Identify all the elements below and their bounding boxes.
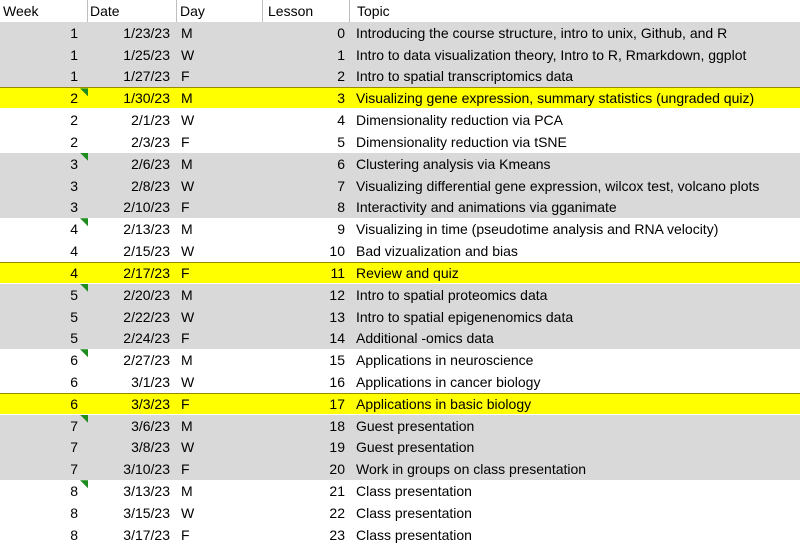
cell-day[interactable]: F (181, 526, 190, 543)
cell-topic[interactable]: Intro to spatial proteomics data (356, 286, 548, 303)
cell-lesson[interactable]: 12 (329, 286, 345, 303)
cell-lesson[interactable]: 11 (330, 264, 345, 281)
cell-week[interactable]: 8 (70, 526, 78, 543)
cell-week[interactable]: 8 (70, 504, 78, 521)
cell-date[interactable]: 2/1/23 (131, 112, 170, 129)
cell-lesson[interactable]: 2 (337, 68, 345, 85)
cell-lesson[interactable]: 3 (337, 90, 345, 107)
cell-lesson[interactable]: 20 (329, 461, 345, 478)
table-row (0, 87, 800, 109)
column-header-day[interactable]: Day (177, 0, 263, 22)
column-header-week[interactable]: Week (0, 0, 88, 22)
cell-flag-icon (80, 284, 88, 292)
cell-lesson[interactable]: 22 (329, 504, 345, 521)
cell-week[interactable]: 4 (0, 218, 88, 240)
cell-flag-icon (80, 218, 88, 226)
cell-date[interactable]: 1/25/23 (123, 46, 170, 63)
table-row (0, 131, 800, 153)
cell-date[interactable]: 1/23/23 (123, 24, 170, 41)
cell-topic[interactable]: Class presentation (356, 526, 472, 543)
cell-lesson[interactable]: 14 (329, 330, 345, 347)
cell-topic[interactable]: Guest presentation (356, 417, 475, 434)
cell-day[interactable]: M (181, 90, 193, 107)
cell-week[interactable]: 3 (70, 199, 78, 216)
cell-topic[interactable]: Interactivity and animations via gganimate (356, 199, 617, 216)
table-row (0, 524, 800, 546)
table-row (0, 437, 800, 459)
cell-week[interactable]: 6 (70, 395, 78, 412)
cell-week[interactable]: 6 (70, 373, 78, 390)
cell-topic[interactable]: Introducing the course structure, intro to unix, Github, and R (356, 24, 728, 41)
cell-week[interactable]: 2 (70, 112, 78, 129)
cell-lesson[interactable]: 9 (337, 221, 345, 238)
cell-week[interactable]: 5 (0, 284, 88, 306)
cell-day[interactable]: M (181, 221, 193, 238)
cell-day[interactable]: F (181, 264, 190, 281)
cell-day[interactable]: W (181, 243, 195, 260)
cell-day[interactable]: W (181, 308, 195, 325)
cell-week[interactable]: 5 (70, 330, 78, 347)
cell-date[interactable]: 1/27/23 (123, 68, 170, 85)
cell-lesson[interactable]: 21 (329, 483, 345, 500)
cell-lesson[interactable]: 13 (329, 308, 345, 325)
cell-day[interactable]: W (181, 177, 195, 194)
cell-lesson[interactable]: 15 (329, 352, 345, 369)
cell-date[interactable]: 2/10/23 (123, 199, 170, 216)
cell-week[interactable]: 3 (70, 177, 78, 194)
cell-date[interactable]: 3/6/23 (131, 417, 170, 434)
cell-topic[interactable]: Class presentation (356, 504, 472, 521)
cell-topic[interactable]: Dimensionality reduction via PCA (356, 112, 563, 129)
cell-topic[interactable]: Visualizing in time (pseudotime analysis and RNA velocity) (356, 221, 719, 238)
cell-week[interactable]: 1 (70, 68, 78, 85)
cell-week[interactable]: 4 (70, 243, 78, 260)
cell-flag-icon (80, 88, 88, 96)
table-row (0, 502, 800, 524)
cell-date[interactable]: 3/3/23 (131, 395, 170, 412)
cell-date[interactable]: 3/1/23 (131, 373, 170, 390)
cell-topic[interactable]: Additional -omics data (356, 330, 494, 347)
cell-day[interactable]: W (181, 46, 195, 63)
cell-day[interactable]: F (181, 199, 190, 216)
table-row (0, 218, 800, 240)
cell-topic[interactable]: Guest presentation (356, 439, 475, 456)
cell-flag-icon (80, 480, 88, 488)
cell-week[interactable]: 2 (0, 88, 88, 108)
cell-week[interactable]: 7 (0, 415, 88, 437)
cell-lesson[interactable]: 19 (329, 439, 345, 456)
table-row (0, 327, 800, 349)
cell-flag-icon (80, 349, 88, 357)
column-header-topic[interactable]: Topic (357, 2, 390, 19)
table-row (0, 415, 800, 437)
cell-date[interactable]: 1/30/23 (123, 90, 170, 107)
table-body (0, 22, 800, 546)
cell-day[interactable]: F (181, 133, 190, 150)
cell-day[interactable]: F (181, 461, 190, 478)
cell-week[interactable]: 1 (70, 46, 78, 63)
cell-day[interactable]: W (181, 112, 195, 129)
cell-day[interactable]: M (181, 286, 193, 303)
cell-date[interactable]: 2/13/23 (123, 221, 170, 238)
table-row (0, 458, 800, 480)
column-header-lesson[interactable]: Lesson (263, 0, 350, 22)
cell-topic[interactable]: Class presentation (356, 483, 472, 500)
table-row (0, 262, 800, 284)
cell-lesson[interactable]: 6 (337, 155, 345, 172)
cell-lesson[interactable]: 8 (337, 199, 345, 216)
cell-date[interactable]: 2/15/23 (123, 243, 170, 260)
cell-date[interactable]: 3/17/23 (123, 526, 170, 543)
cell-lesson[interactable]: 23 (329, 526, 345, 543)
cell-lesson[interactable]: 1 (337, 46, 345, 63)
table-row (0, 284, 800, 306)
column-header-date[interactable]: Date (88, 0, 177, 22)
cell-lesson[interactable]: 10 (329, 243, 345, 260)
table-row (0, 175, 800, 197)
cell-topic[interactable]: Applications in basic biology (356, 395, 532, 412)
cell-date[interactable]: 2/22/23 (123, 308, 170, 325)
table-row (0, 44, 800, 66)
cell-date[interactable]: 2/27/23 (123, 352, 170, 369)
table-row (0, 153, 800, 175)
cell-day[interactable]: F (181, 395, 190, 412)
cell-week[interactable]: 2 (70, 133, 78, 150)
cell-week[interactable]: 7 (70, 461, 78, 478)
table-row (0, 393, 800, 415)
cell-day[interactable]: F (181, 330, 190, 347)
cell-day[interactable]: M (181, 155, 193, 172)
cell-lesson[interactable]: 7 (337, 177, 345, 194)
cell-topic[interactable]: Work in groups on class presentation (356, 461, 587, 478)
table-row (0, 109, 800, 131)
cell-topic[interactable]: Intro to spatial transcriptomics data (356, 68, 574, 85)
table-row (0, 240, 800, 262)
table-row (0, 371, 800, 393)
table-row (0, 196, 800, 218)
cell-date[interactable]: 3/15/23 (123, 504, 170, 521)
cell-day[interactable]: F (181, 68, 190, 85)
cell-lesson[interactable]: 5 (337, 133, 345, 150)
cell-lesson[interactable]: 4 (337, 112, 345, 129)
cell-date[interactable]: 3/13/23 (123, 483, 170, 500)
table-row (0, 349, 800, 371)
cell-date[interactable]: 2/24/23 (123, 330, 170, 347)
cell-day[interactable]: M (181, 24, 193, 41)
cell-topic[interactable]: Visualizing differential gene expression, wilcox test, volcano plots (356, 177, 760, 194)
cell-date[interactable]: 3/10/23 (123, 461, 170, 478)
cell-lesson[interactable]: 16 (329, 373, 345, 390)
cell-day[interactable]: M (181, 352, 193, 369)
cell-topic[interactable]: Intro to data visualization theory, Intro to R, Rmarkdown, ggplot (356, 46, 747, 63)
cell-week[interactable]: 8 (0, 480, 88, 502)
cell-topic[interactable]: Intro to spatial epigenenomics data (356, 308, 574, 325)
cell-date[interactable]: 2/20/23 (123, 286, 170, 303)
cell-week[interactable]: 5 (70, 308, 78, 325)
table-row (0, 306, 800, 328)
cell-lesson[interactable]: 18 (329, 417, 345, 434)
cell-flag-icon (80, 153, 88, 161)
cell-topic[interactable]: Dimensionality reduction via tSNE (356, 133, 567, 150)
cell-lesson[interactable]: 0 (337, 24, 345, 41)
cell-day[interactable]: M (181, 483, 193, 500)
table-row (0, 22, 800, 44)
cell-flag-icon (80, 415, 88, 423)
header-row (0, 0, 800, 22)
cell-day[interactable]: W (181, 373, 195, 390)
cell-date[interactable]: 2/3/23 (131, 133, 170, 150)
cell-week[interactable]: 6 (0, 349, 88, 371)
cell-day[interactable]: M (181, 417, 193, 434)
cell-lesson[interactable]: 17 (329, 395, 345, 412)
cell-topic[interactable]: Applications in neuroscience (356, 352, 534, 369)
cell-topic[interactable]: Clustering analysis via Kmeans (356, 155, 551, 172)
cell-day[interactable]: W (181, 439, 195, 456)
cell-topic[interactable]: Review and quiz (356, 264, 459, 281)
cell-day[interactable]: W (181, 504, 195, 521)
cell-week[interactable]: 7 (70, 439, 78, 456)
cell-topic[interactable]: Bad vizualization and bias (356, 243, 518, 260)
cell-date[interactable]: 3/8/23 (131, 439, 170, 456)
table-row (0, 65, 800, 87)
table-row (0, 480, 800, 502)
cell-date[interactable]: 2/8/23 (131, 177, 170, 194)
cell-date[interactable]: 2/17/23 (123, 264, 170, 281)
cell-week[interactable]: 1 (70, 24, 78, 41)
cell-date[interactable]: 2/6/23 (131, 155, 170, 172)
cell-topic[interactable]: Visualizing gene expression, summary statistics (ungraded quiz) (356, 90, 755, 107)
cell-topic[interactable]: Applications in cancer biology (356, 373, 541, 390)
cell-week[interactable]: 3 (0, 153, 88, 175)
cell-week[interactable]: 4 (70, 264, 78, 281)
